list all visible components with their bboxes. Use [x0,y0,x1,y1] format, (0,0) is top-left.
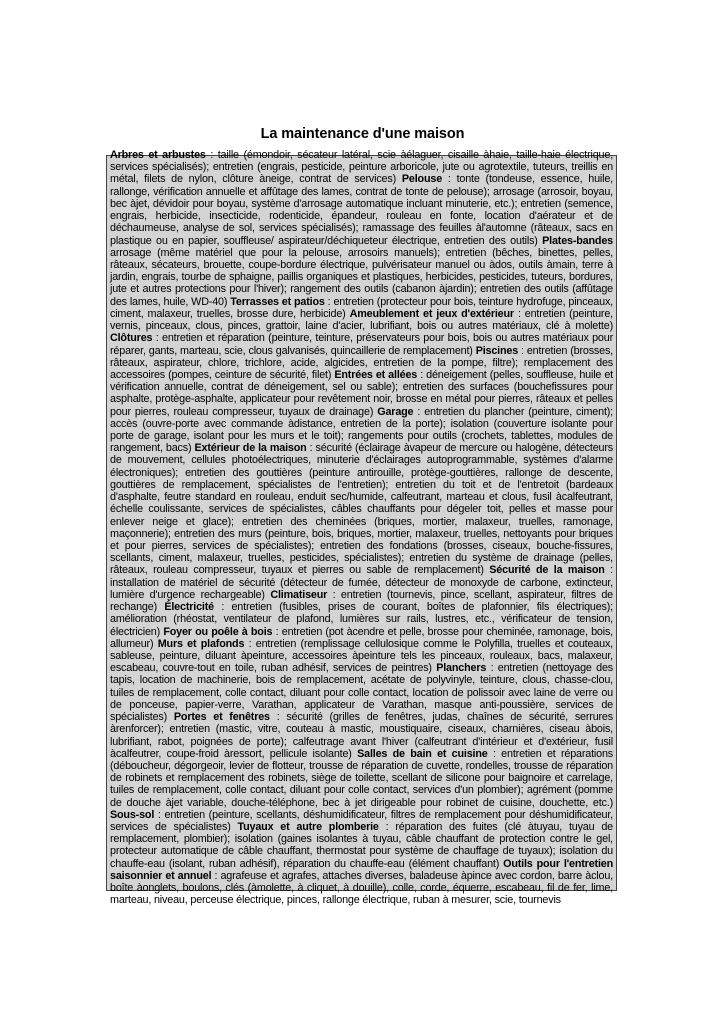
section-text: : entretien (protecteur pour bois, teinture hydrofuge, pinceaux, ciment, malaxeur, truelles, brosse dure, herbicide) [110,295,613,320]
section-text: : entretien (peinture, vernis, pinceaux, clous, pinces, grattoir, laine d'acier, lubrifiant, bois ou autres matériaux, clé à molette) [110,307,613,333]
section-text: : entretien (peinture, scellants, déshumidificateur, filtres de remplacement pour déshumidificateur, services de spécialistes) [110,808,613,834]
section-text: : entretien (remplissage cellulosique comme le Polyfilla, truelles et couteaux, sableuse, peinture, diluant àpeinture, accessoires àpeinture tels les pinceaux, rouleaux, bacs, malaxeur, escabeau, couvre-tout en toile, ruban adhésif, services de peintres) [110,637,613,675]
section-heading: Piscines [475,344,519,357]
section-heading: Outils pour l'entretien saisonnier et annuel [110,857,613,882]
section-text: : entretien (brosses, râteaux, aspirateur, chlore, trichlore, acide, algicides, entretien de la pompe, filtre); remplacement des accessoires (pompes, ceinture de sécurité, filet) [110,344,613,381]
section-heading: Foyer ou poêle à bois [163,625,273,638]
section-heading: Arbres et arbustes [110,149,206,161]
section-heading: Plates-bandes [542,234,613,247]
section-text: : entretien et réparations (déboucheur, dégorgeoir, levier de flotteur, trousse de réparation de cuvette, rondelles, trousse de réparation de robinets et remplacement des robinets, siège de toilette, scellant de silicone pour baignoire et carrelage, tuiles de remplacement, colle contact, diluant pour colle contact, services d'un plombier); agrément (pomme de douche àjet variable, douche-téléphone, bec à jet dirigeable pour robinet de cuisine, douchette, etc.) [110,747,613,809]
section-text: : tonte (tondeuse, essence, huile, rallonge, vérification annuelle et affûtage des lames, contrat de tonte de pelouse); arrosage (arrosoir, boyau, bec àjet, dévidoir pour boyau, système d'arrosage automatique incluant minuterie, etc.); entretien (semence, engrais, herbicide, insecticide, rodenticide, épandeur, rouleau en fonte, location d'aérateur et de déchaumeuse, analyse de sol, services spécialisés); ramassage des feuilles àl'automne (râteaux, sacs en plastique ou en papier, souffleuse/ aspirateur/déchiqueteur électrique, entretien des outils) [110,173,614,247]
section-heading: Extérieur de la maison [194,442,307,455]
page-title: La maintenance d'une maison [260,126,465,142]
section-text: : entretien du plancher (peinture, ciment); accès (ouvre-porte avec commande àdistance, entretien de la porte); isolation (couverture isolante pour porte de garage, isolant pour les murs et le toit); rangements pour outils (crochets, tablettes, modules de rangement, bacs) [110,405,614,455]
section-heading: Planchers [436,662,487,675]
section-text: : sécurité (grilles de fenêtres, judas, chaînes de sécurité, serrures àrenforcer); entretien (mastic, vitre, couteau à mastic, moustiquaire, ciseaux, charnières, ciseau àbois, lubrifiant, rabot, poignées de porte); calfeutrage avant l'hiver (calfeutrant d'intérieur et d'extérieur, fusil àcalfeutrer, coupe-froid àressort, pellicule isolante) [110,711,613,760]
section-heading: Murs et plafonds [157,637,245,650]
section-heading: Terrasses et patios [230,295,325,308]
document-body [106,149,617,907]
section-heading: Électricité [164,601,214,614]
body-paragraph [110,149,613,907]
section-heading: Sous-sol [110,808,155,821]
section-text: : taille (émondoir, sécateur latéral, scie àélaguer, cisaille àhaie, taille-haie électrique, services spécialisés); entretien (engrais, pesticide, peinture arboricole, jute ou agrotextile, tuteurs, treillis en métal, filets de nylon, clôture àneige, contrat de services) [110,149,614,186]
section-heading: Sécurité de la maison [489,564,605,577]
section-heading: Tuyaux et autre plomberie [237,821,379,834]
section-text: : entretien (fusibles, prises de courant, boîtes de plafonnier, fils électriques); amélioration (rhéostat, ventilateur de plafond, lumières sur rails, lustres, etc., vérificateur de tension, électricien) [110,601,613,638]
section-heading: Portes et fenêtres [173,711,270,724]
section-text: : entretien (tournevis, pince, scellant, aspirateur, filtres de rechange) [110,588,613,614]
section-heading: Climatiseur [270,588,328,601]
section-heading: Garage [377,405,414,418]
section-heading: Ameublement et jeux d'extérieur [349,307,514,320]
section-text: : réparation des fuites (clé àtuyau, tuyau de remplacement, plombier); isolation (gaines isolantes à tuyau, câble chauffant de protection contre le gel, protecteur automatique de câble chauffant, thermostat pour système de chauffage de tuyaux); isolation du chauffe-eau (isolant, ruban adhésif), réparation du chauffe-eau (élément chauffant) [110,821,613,870]
section-heading: Entrées et allées [334,368,418,381]
section-heading: Salles de bain et cuisine [357,747,488,760]
section-text: : déneigement (pelles, souffleuse, huile et vérification annuelle, contrat de déneigement, sel ou sable); entretien des surfaces (bouchefissures pour asphalte, protège-asphalte, applicateur pour revêtement noir, brosse en métal pour pierres, râteaux et pelles pour pierres, rouleau compresseur, tuyaux de drainage) [110,368,614,418]
section-text: : installation de matériel de sécurité (détecteur de fumée, détecteur de monoxyde de carbone, extincteur, lumière d'urgence rechargeable) [110,564,614,601]
section-heading: Clôtures [110,332,153,345]
section-text: : entretien et réparation (peinture, teinture, préservateurs pour bois, bois ou autres matériaux pour réparer, gants, marteau, scie, clous galvanisés, quincaillerie de remplacement) [110,332,613,357]
section-text: arrosage (même matériel que pour la pelouse, arrosoirs manuels); entretien (bêches, binettes, pelles, râteaux, sécateurs, brouette, coupe-bordure électrique, pulvérisateur manuel ou àdos, outils àmain, terre à jardin, engrais, tourbe de sphaigne, paillis organiques et plastiques, herbicides, pesticides, tuteurs, bordures, jute et autres protections pour l'hiver); rangement des outils (cabanon àjardin); entretien des outils (affûtage des lames, huile, WD-40) [110,246,613,308]
section-text: : agrafeuse et agrafes, attaches diverses, baladeuse àpince avec cordon, barre àclou, boîte àonglets, boulons, clés (àmolette, à cliquet, à douille), colle, corde, équerre, escabeau, fil de fer, lime, marteau, niveau, perceuse électrique, pinces, rallonge électrique, ruban à mesurer, scie, tournevis [110,869,613,907]
section-text: : entretien (pot àcendre et pelle, brosse pour cheminée, ramonage, bois, allumeur) [110,625,613,650]
section-text: : entretien (nettoyage des tapis, location de machinerie, bois de remplacement, acétate de polyvinyle, teinture, clous, chasse-clou, tuiles de remplacement, colle contact, diluant pour colle contact, location de polissoir avec laine de verre ou de ponceuse, papier-verre, Varathan, applicateur de Varathan, masque anti-poussière, services de spécialistes) [110,662,613,724]
section-text: : sécurité (éclairage àvapeur de mercure ou halogène, détecteurs de mouvement, cellules photoélectriques, minuterie d'éclairages autoprogrammable, systèmes d'alarme électroniques); entretien des gouttières (peinture antirouille, protège-gouttières, rallonge de descente, gouttières de remplacement, spécialistes de l'entretien); entretien du toit et de l'entretoit (bardeaux d'asphalte, feutre standard en rouleau, enduit sec/humide, calfeutrant, marteau et clous, fusil àcalfeutrant, échelle coulissante, services de spécialistes, câbles chauffants pour dégeler toit, pelles et masse pour enlever neige et glace); entretien des cheminées (briques, mortier, malaxeur, truelles, ramonage, maçonnerie); entretien des murs (peinture, bois, briques, mortier, malaxeur, truelles, nettoyants pour briques et pour pierres, services de spécialistes); entretien des fondations (brosses, ciseaux, bouche-fissures, scellants, ciment, malaxeur, truelles, pesticides, spécialistes); entretien du système de drainage (pelles, râteaux, rouleau compresseur, tuyaux et pierres ou sable de remplacement) [110,442,613,577]
section-heading: Pelouse [401,173,443,186]
